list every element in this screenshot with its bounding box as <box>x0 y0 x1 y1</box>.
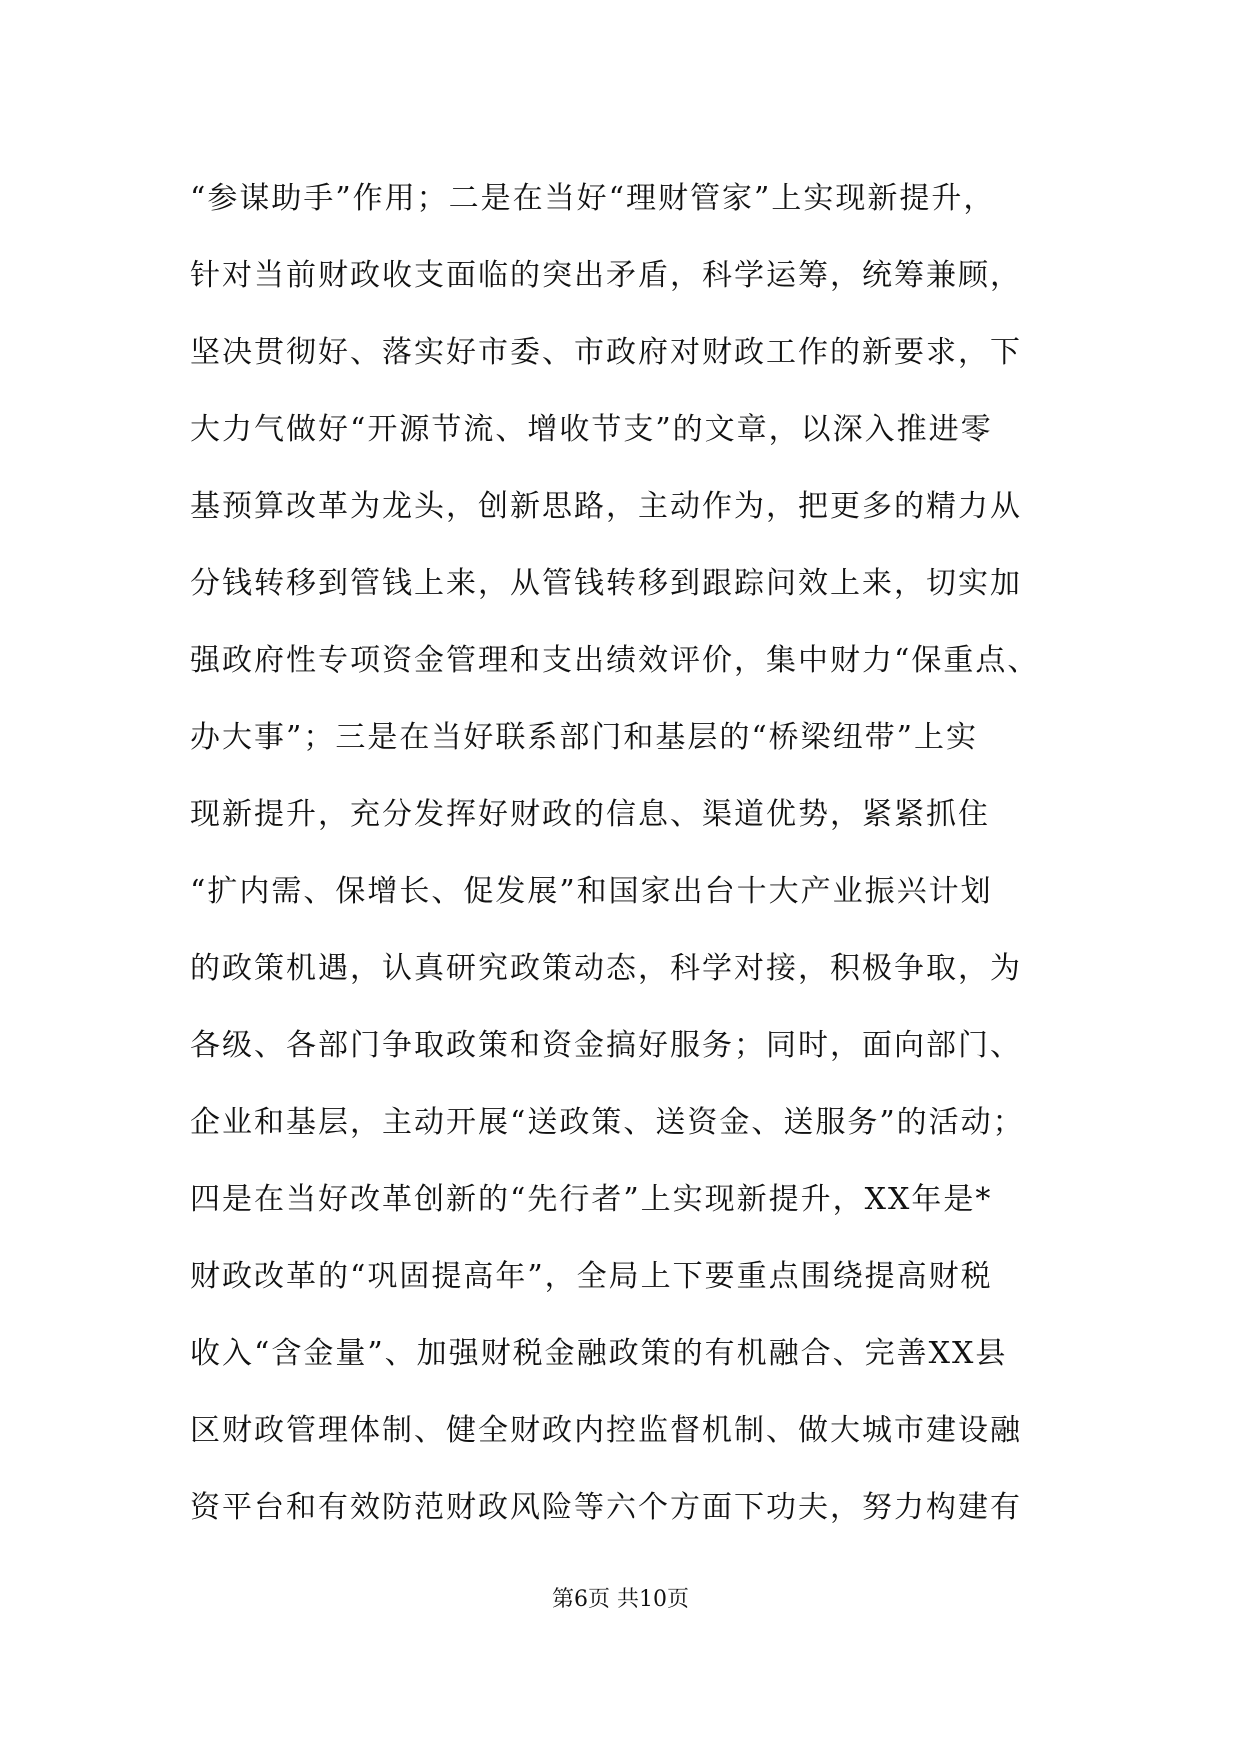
text-line: 分钱转移到管钱上来，从管钱转移到跟踪问效上来，切实加 <box>190 566 1022 601</box>
text-line: 强政府性专项资金管理和支出绩效评价，集中财力“保重点、 <box>190 643 1040 678</box>
text-line: 收入“含金量”、加强财税金融政策的有机融合、完善XX县 <box>190 1336 1008 1371</box>
text-line: 四是在当好改革创新的“先行者”上实现新提升，XX年是* <box>190 1182 993 1217</box>
text-line: 针对当前财政收支面临的突出矛盾，科学运筹，统筹兼顾， <box>190 258 1022 293</box>
text-line: “扩内需、保增长、促发展”和国家出台十大产业振兴计划 <box>190 874 993 909</box>
page-number-footer: 第6页 共10页 <box>552 1587 689 1612</box>
text-line: 办大事”；三是在当好联系部门和基层的“桥梁纽带”上实 <box>190 720 979 755</box>
body-text <box>190 160 1070 1546</box>
text-line: 基预算改革为龙头，创新思路，主动作为，把更多的精力从 <box>190 489 1022 524</box>
text-line: “参谋助手”作用；二是在当好“理财管家”上实现新提升， <box>190 181 996 216</box>
text-line: 各级、各部门争取政策和资金搞好服务；同时，面向部门、 <box>190 1028 1022 1063</box>
text-line: 资平台和有效防范财政风险等六个方面下功夫，努力构建有 <box>190 1490 1022 1525</box>
text-line: 区财政管理体制、健全财政内控监督机制、做大城市建设融 <box>190 1413 1022 1448</box>
text-line: 财政改革的“巩固提高年”，全局上下要重点围绕提高财税 <box>190 1259 993 1294</box>
text-line: 企业和基层，主动开展“送政策、送资金、送服务”的活动； <box>190 1105 1025 1140</box>
text-line: 坚决贯彻好、落实好市委、市政府对财政工作的新要求，下 <box>190 335 1022 370</box>
text-line: 现新提升，充分发挥好财政的信息、渠道优势，紧紧抓住 <box>190 797 990 832</box>
text-line: 大力气做好“开源节流、增收节支”的文章，以深入推进零 <box>190 412 993 447</box>
text-line: 的政策机遇，认真研究政策动态，科学对接，积极争取，为 <box>190 951 1022 986</box>
